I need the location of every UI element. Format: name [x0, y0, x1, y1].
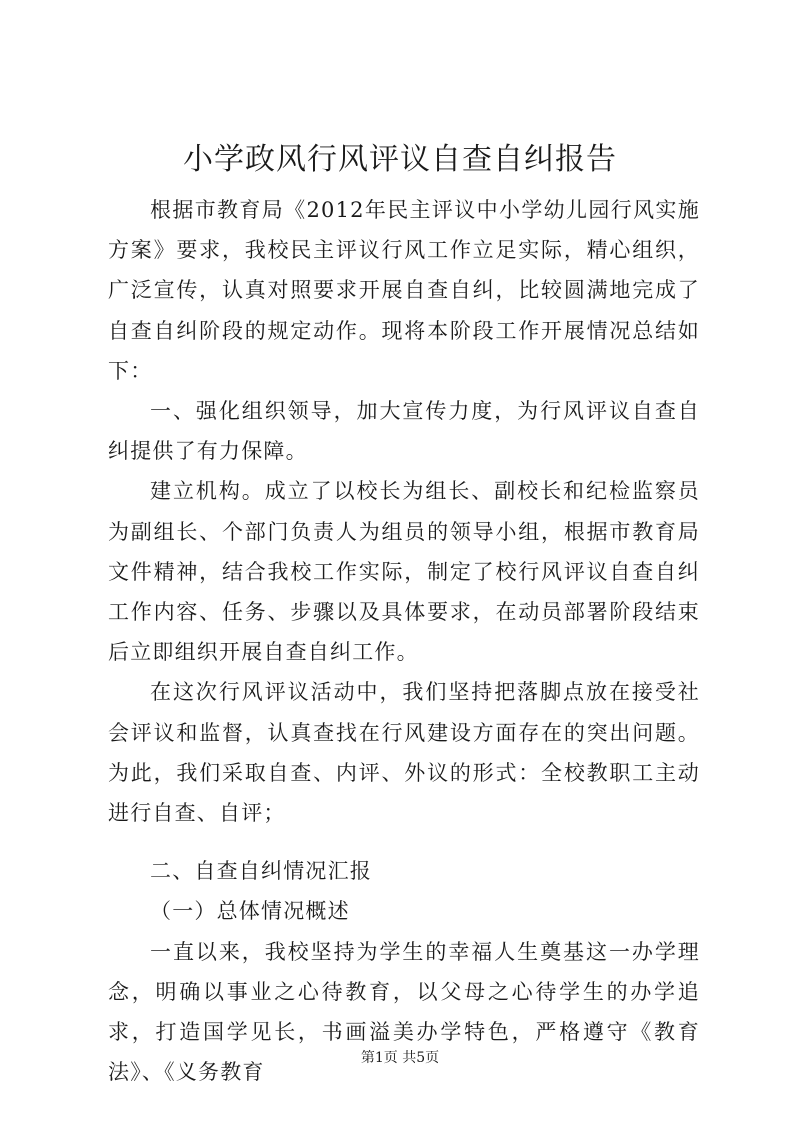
document-title: 小学政风行风评议自查自纠报告	[183, 142, 617, 177]
paragraph-subsection-one-heading: （一）总体情况概述	[150, 899, 350, 924]
paragraph-intro: 根据市教育局《2012年民主评议中小学幼儿园行风实施方案》要求，我校民主评议行风工作立足实际，精心组织，广泛宣传，认真对照要求开展自查自纠，比较圆满地完成了自查自纠阶段的规定动作。现将本阶段工作开展情况总结如下：	[108, 198, 700, 383]
paragraph-establish-organization: 建立机构。成立了以校长为组长、副校长和纪检监察员为副组长、个部门负责人为组员的领导小组，根据市教育局文件精神，结合我校工作实际，制定了校行风评议自查自纠工作内容、任务、步骤以及具体要求，在动员部署阶段结束后立即组织开展自查自纠工作。	[108, 479, 700, 665]
paragraph-section-one-heading: 一、强化组织领导，加大宣传力度，为行风评议自查自纠提供了有力保障。	[108, 399, 700, 464]
document-body	[108, 190, 700, 1092]
page-footer: 第1页 共5页	[360, 1050, 440, 1066]
paragraph-evaluation-activity: 在这次行风评议活动中，我们坚持把落脚点放在接受社会评议和监督，认真查找在行风建设方面存在的突出问题。为此，我们采取自查、内评、外议的形式：全校教职工主动进行自查、自评；	[108, 680, 700, 826]
paragraph-section-two-heading: 二、自查自纠情况汇报	[150, 859, 372, 884]
paragraph-overview: 一直以来，我校坚持为学生的幸福人生奠基这一办学理念，明确以事业之心待教育，以父母之心待学生的办学追求，打造国学见长，书画溢美办学特色，严格遵守《教育法》、《义务教育	[108, 939, 700, 1085]
